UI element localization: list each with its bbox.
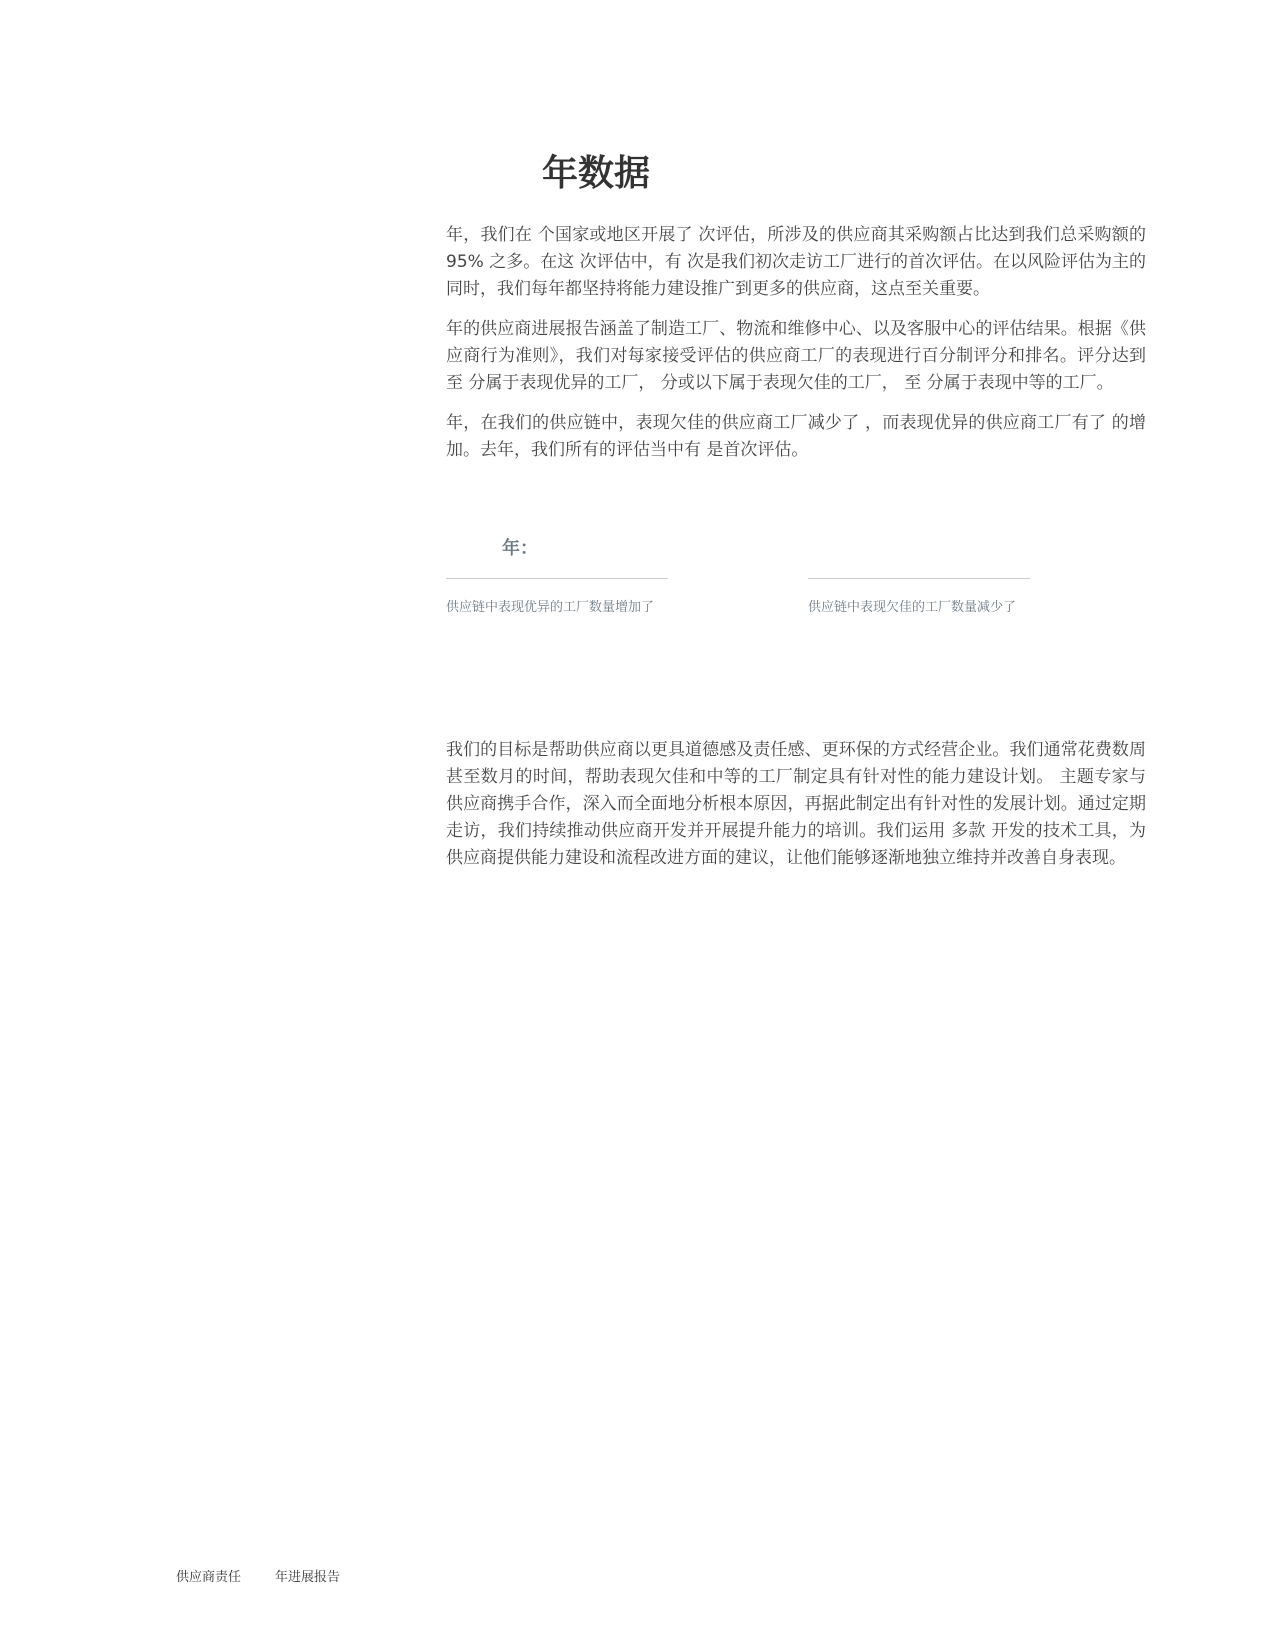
stat-divider [446,578,668,579]
stat-value-placeholder [808,617,1030,677]
footer-part-1: 供应商责任 [176,1570,242,1585]
page-title [446,150,1146,198]
footer-year-placeholder-2 [241,1573,275,1581]
stat-caption: 供应链中表现优异的工厂数量增加了 [446,600,655,615]
stats-heading [446,534,1146,560]
stat-divider [808,578,1030,579]
stat-excellent-increase [446,578,668,677]
footer-part-2: 年进展报告 [275,1570,341,1585]
stats-columns [446,578,1146,677]
page-title-text: 年数据 [542,153,651,194]
intro-paragraph-2: 年的供应商进展报告涵盖了制造工厂、物流和维修中心、以及客服中心的评估结果。根据《供应商行为准则》，我们对每家接受评估的供应商工厂的表现进行百分制评分和排名。评分达到 至 分属于表现优异的工厂， 分或以下属于表现欠佳的工厂， 至 分属于表现中等的工厂。 [446,319,1146,393]
title-year-placeholder [446,173,542,185]
main-content [446,150,1146,885]
footer-year-placeholder [130,1573,176,1581]
intro-paragraph-1: 年，我们在 个国家或地区开展了 次评估，所涉及的供应商其采购额占比达到我们总采购额的 95% 之多。在这 次评估中，有 次是我们初次走访工厂进行的首次评估。在以风险评估为主的同时，我们每年都坚持将能力建设推广到更多的供应商，这点至关重要。 [446,225,1146,299]
page-footer [130,1566,340,1585]
intro-paragraph-3: 年，在我们的供应链中，表现欠佳的供应商工厂减少了 ，而表现优异的供应商工厂有了 的增加。去年，我们所有的评估当中有 是首次评估。 [446,413,1146,460]
stat-value-placeholder [446,617,668,677]
stats-heading-text: 年： [502,538,538,559]
goal-paragraph: 我们的目标是帮助供应商以更具道德感及责任感、更环保的方式经营企业。我们通常花费数周甚至数月的时间，帮助表现欠佳和中等的工厂制定具有针对性的能力建设计划。 主题专家与供应商携手合作，深入而全面地分析根本原因，再据此制定出有针对性的发展计划。通过定期走访，我们持续推动供应商开发并开展提升能力的培训。我们运用 多款 开发的技术工具，为供应商提供能力建设和流程改进方面的建议，让他们能够逐渐地独立维持并改善自身表现。 [446,740,1146,868]
goal-section [446,737,1146,872]
stats-section [446,534,1146,677]
stat-caption: 供应链中表现欠佳的工厂数量减少了 [808,600,1017,615]
stats-year-placeholder [446,544,502,554]
intro-section [446,222,1146,464]
stat-poor-decrease [808,578,1030,677]
